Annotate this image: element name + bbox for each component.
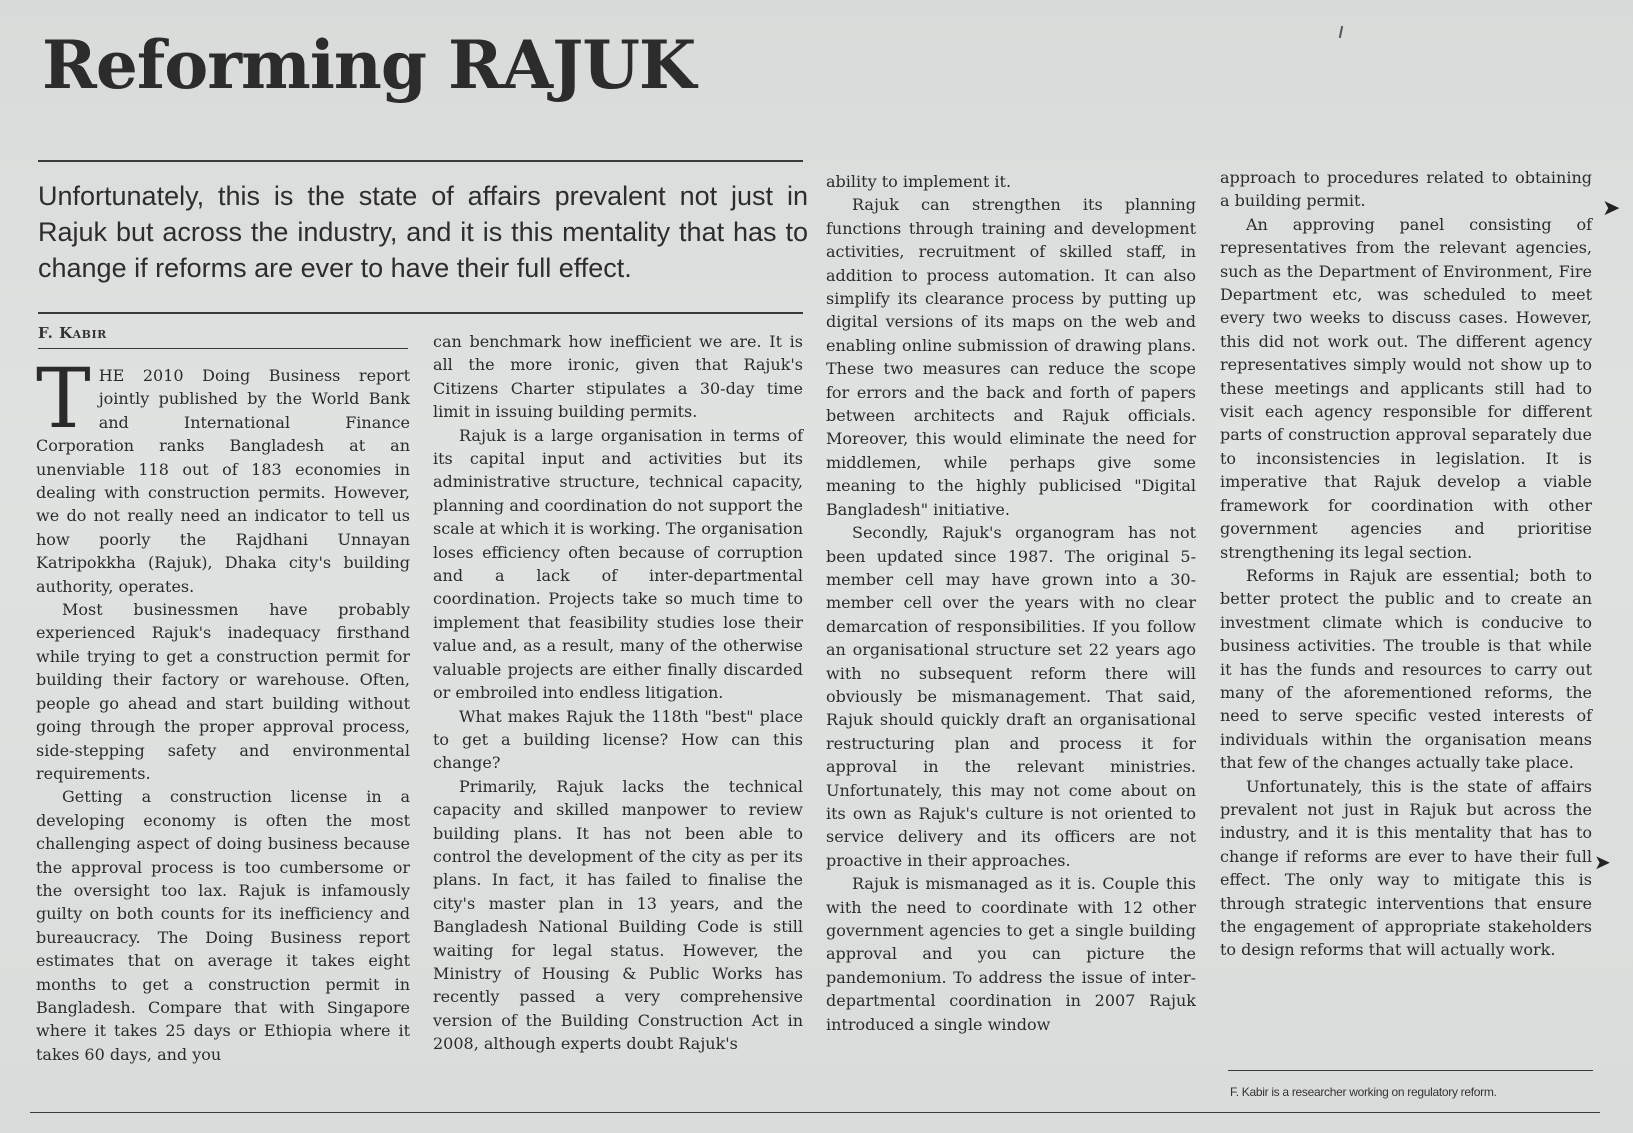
page-bottom-rule [30,1112,1600,1113]
page-fold-mark-icon: ➤ [1594,850,1611,874]
column-3-paragraph-1: ability to implement it. [826,172,1012,191]
column-4-paragraph-3: Reforms in Rajuk are essential; both to better protect the public and to create an investment climate which is conducive to business activities. The trouble is that while it has the funds and resources to carry out many of the aforementioned reforms, the need to serve specific vested interests of individuals within the organisation means that few of the changes actually take place. [1220,565,1592,773]
column-4 [1220,166,1592,962]
pullquote: Unfortunately, this is the state of affairs prevalent not just in Rajuk but across the industry, and it is this mentality that has to change if reforms are ever to have their full effect. [38,181,808,283]
drop-cap: T [36,352,91,447]
column-1 [36,352,410,1066]
byline-rule [38,348,408,349]
column-1-paragraph-2: Most businessmen have probably experienced Rajuk's inadequacy firsthand while trying to get a construction permit for building their factory or warehouse. Often, people go ahead and start building without going through the proper approval process, side-stepping safety and environmental requirements. [36,600,410,783]
headline: Reforming RAJUK [42,26,696,104]
pullquote-bottom-rule [38,312,803,314]
column-4-paragraph-1: approach to procedures related to obtaining a building permit. [1220,168,1592,211]
column-3-paragraph-4: Rajuk is mismanaged as it is. Couple this with the need to coordinate with 12 other government agencies to get a single building approval and you can picture the pandemonium. To address the issue of inter-departmental coordination in 2007 Rajuk introduced a single window [826,874,1196,1034]
column-1-paragraph-3: Getting a construction license in a developing economy is often the most challenging aspect of doing business because the approval process is too cumbersome or the oversight too lax. Rajuk is infamously guilty on both counts for its inefficiency and bureaucracy. The Doing Business report estimates that on average it takes eight months to get a construction permit in Bangladesh. Compare that with Singapore where it takes 25 days or Ethiopia where it takes 60 days, and you [36,787,410,1064]
column-2-paragraph-2: Rajuk is a large organisation in terms of its capital input and activities but its administrative structure, technical capacity, planning and coordination do not support the scale at which it is working. The organisation loses efficiency often because of corruption and a lack of inter-departmental coordination. Projects take so much time to implement that feasibility studies lose their value and, as a result, many of the otherwise valuable projects are either finally discarded or embroiled into endless litigation. [433,425,803,703]
column-3-paragraph-3: Secondly, Rajuk's organogram has not been updated since 1987. The original 5-member cell may have grown into a 30-member cell over the years with no clear demarcation of responsibilities. If you follow an organisational structure set 22 years ago with no subsequent reform there will obviously be mismanagement. That said, Rajuk should quickly draft an organisational restructuring plan and process it for approval in the relevant ministries. Unfortunately, this may not come about on its own as Rajuk's culture is not oriented to service delivery and its officers are not proactive in their approaches. [826,523,1196,870]
column-4-paragraph-4: Unfortunately, this is the state of affairs prevalent not just in Rajuk but across the industry, and it is this mentality that has to change if reforms are ever to have their full effect. The only way to mitigate this is through strategic interventions that ensure the engagement of appropriate stakeholders to design reforms that will actually work. [1220,776,1592,960]
page-fold-mark-icon: ➤ [1602,196,1621,221]
print-mark [1339,26,1343,38]
author-footnote: F. Kabir is a researcher working on regulatory reform. [1230,1085,1497,1099]
byline: F. Kabir [38,324,107,342]
footnote-rule [1228,1070,1593,1071]
column-1-paragraph-1 [36,352,410,598]
column-2-paragraph-3: What makes Rajuk the 118th "best" place to get a building license? How can this change? [433,706,803,773]
column-4-paragraph-2: An approving panel consisting of representatives from the relevant agencies, such as the Department of Environment, Fire Department etc, was scheduled to meet every two weeks to discuss cases. However, this did not work out. The different agency representatives simply would not show up to these meetings and applicants still had to visit each agency responsible for different parts of construction approval separately due to inconsistencies in legislation. It is imperative that Rajuk develop a viable framework for coordination with other government agencies and prioritise strengthening its legal section. [1220,214,1592,562]
column-2-paragraph-4: Primarily, Rajuk lacks the technical capacity and skilled manpower to review building plans. It has not been able to control the development of the city as per its plans. In fact, it has failed to finalise the city's master plan in 13 years, and the Bangladesh National Building Code is still waiting for legal status. However, the Ministry of Housing & Public Works has recently passed a very comprehensive version of the Building Construction Act in 2008, although experts doubt Rajuk's [433,776,803,1054]
column-3 [826,170,1196,1036]
pullquote-top-rule [38,160,803,162]
column-3-paragraph-2: Rajuk can strengthen its planning functions through training and development activities, recruitment of skilled staff, in addition to process automation. It can also simplify its clearance process by putting up digital versions of its maps on the web and enabling online submission of drawing plans. These two measures can reduce the scope for errors and the back and forth of papers between architects and Rajuk officials. Moreover, this would eliminate the need for middlemen, while perhaps give some meaning to the highly publicised "Digital Bangladesh" initiative. [826,195,1196,519]
column-2-paragraph-1: can benchmark how inefficient we are. It is all the more ironic, given that Rajuk's Citizens Charter stipulates a 30-day time limit in issuing building permits. [433,332,803,422]
column-2 [433,330,803,1056]
column-1-paragraph-1-text: HE 2010 Doing Business report jointly published by the World Bank and International Finance Corporation ranks Bangladesh at an unenviable 118 out of 183 economies in dealing with construction permits. However, we do not really need an indicator to tell us how poorly the Rajdhani Unnayan Katripokkha (Rajuk), Dhaka city's building authority, operates. [36,366,410,596]
